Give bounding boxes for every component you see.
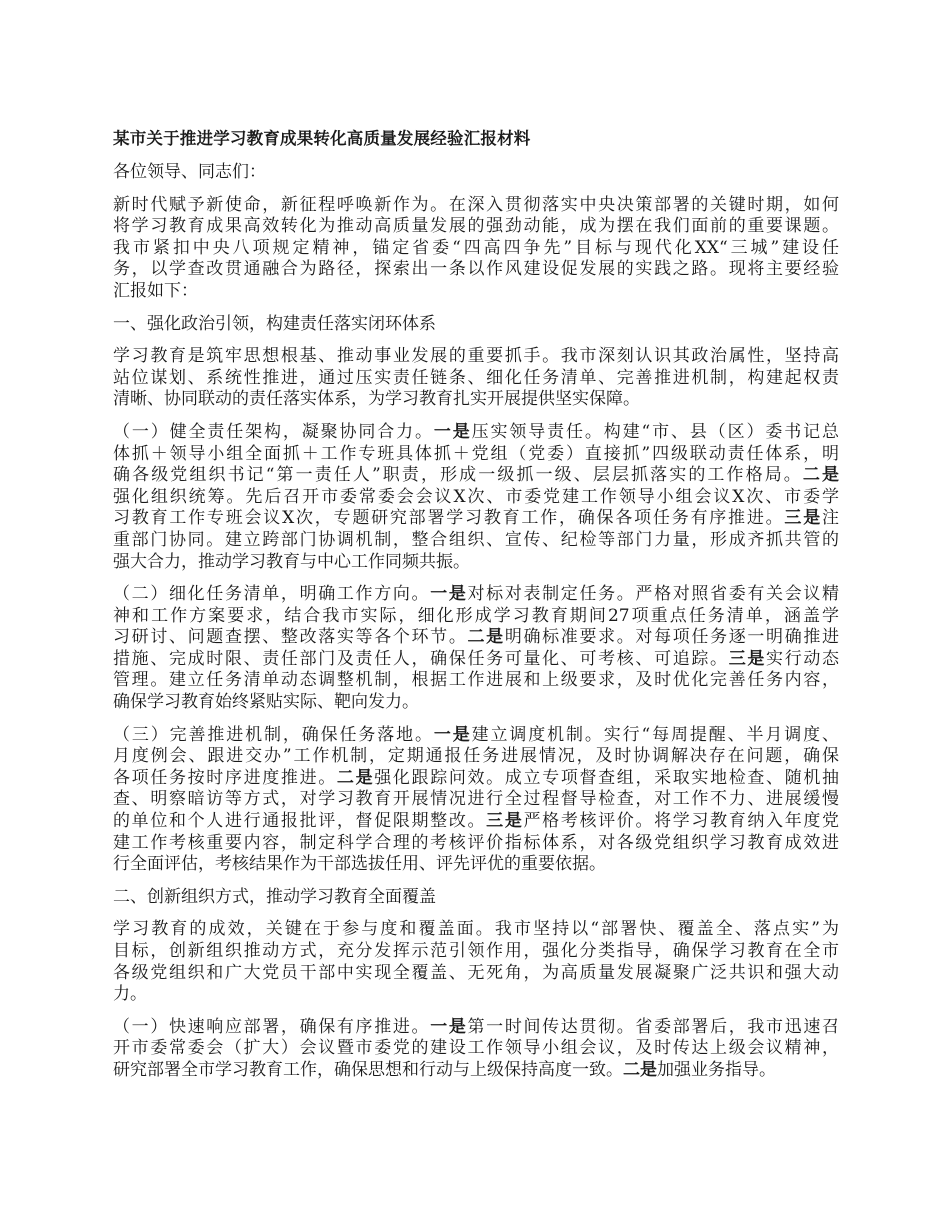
section-2-subsection-1 bbox=[113, 1017, 839, 1082]
text-line: 各项任务按时序进度推进。二是强化跟踪问效。成立专项督查组，采取实地检查、随机抽 bbox=[113, 767, 840, 788]
bold-marker: 二是 bbox=[802, 465, 840, 486]
text-line: 习教育工作专班会议X次，专题研究部署学习教育工作，确保各项任务有序推进。三是注 bbox=[113, 508, 839, 529]
section-2-lead-paragraph bbox=[113, 919, 839, 1005]
text-line: 学习教育是筑牢思想根基、推动事业发展的重要抓手。我市深刻认识其政治属性，坚持高 bbox=[113, 346, 839, 367]
text-line: 将学习教育成果高效转化为推动高质量发展的强劲动能，成为摆在我们面前的重要课题。 bbox=[113, 216, 839, 237]
text-line: 清晰、协同联动的责任落实体系，为学习教育扎实开展提供坚实保障。 bbox=[113, 389, 640, 410]
bold-marker: 三是 bbox=[728, 648, 767, 669]
section-1-subsection-2 bbox=[113, 584, 839, 714]
text-line: （一）快速响应部署，确保有序推进。一是第一时间传达贯彻。省委部署后，我市迅速召 bbox=[113, 1016, 840, 1037]
text-line: 力。 bbox=[113, 984, 147, 1005]
bold-marker: 二是 bbox=[336, 767, 375, 788]
section-2-heading: 二、创新组织方式，推动学习教育全面覆盖 bbox=[113, 886, 436, 907]
text-line: 我市紧扣中央八项规定精神，锚定省委“四高四争先”目标与现代化XX“三城”建设任 bbox=[113, 237, 839, 258]
bold-marker: 一是 bbox=[433, 421, 472, 442]
bold-marker: 二是 bbox=[623, 1059, 657, 1080]
text-line: 管理。建立任务清单动态调整机制，根据工作进展和上级要求，及时优化完善任务内容， bbox=[113, 670, 839, 691]
section-1-subsection-1 bbox=[113, 422, 839, 573]
bold-marker: 二是 bbox=[467, 627, 505, 648]
text-line: 学习教育的成效，关键在于参与度和覆盖面。我市坚持以“部署快、覆盖全、落点实”为 bbox=[113, 919, 839, 940]
text-line: 月度例会、跟进交办”工作机制，定期通报任务进展情况，及时协调解决存在问题，确保 bbox=[113, 746, 839, 767]
document-page bbox=[113, 128, 839, 1093]
text-line: 强化组织统筹。先后召开市委常委会会议X次、市委党建工作领导小组会议X次、市委学 bbox=[113, 486, 839, 507]
bold-marker: 三是 bbox=[784, 508, 822, 529]
bold-marker: 一是 bbox=[430, 1016, 468, 1037]
text-line: 开市委常委会（扩大）会议暨市委党的建设工作领导小组会议，及时传达上级会议精神， bbox=[113, 1038, 839, 1059]
text-line: 建工作考核重要内容，制定科学合理的考核评价指标体系，对各级党组织学习教育成效进 bbox=[113, 832, 839, 853]
bold-marker: 一是 bbox=[430, 584, 468, 605]
text-line: 站位谋划、系统性推进，通过压实责任链条、细化任务清单、完善推进机制，构建起权责 bbox=[113, 367, 839, 388]
section-1-lead-paragraph bbox=[113, 346, 839, 411]
text-line: 查、明察暗访等方式，对学习教育开展情况进行全过程督导检查，对工作不力、进展缓慢 bbox=[113, 789, 839, 810]
text-line: 确各级党组织书记“第一责任人”职责，形成一级抓一级、层层抓落实的工作格局。二是 bbox=[113, 465, 840, 486]
text-line: 重部门协同。建立跨部门协调机制，整合组织、宣传、纪检等部门力量，形成齐抓共管的 bbox=[113, 529, 839, 550]
document-title: 某市关于推进学习教育成果转化高质量发展经验汇报材料 bbox=[113, 129, 531, 148]
text-line: 习研讨、问题查摆、整改落实等各个环节。二是明确标准要求。对每项任务逐一明确推进 bbox=[113, 627, 840, 648]
text-line: 务，以学查改贯通融合为路径，探索出一条以作风建设促发展的实践之路。现将主要经验 bbox=[113, 259, 839, 280]
text-line: 确保学习教育始终紧贴实际、靶向发力。 bbox=[113, 692, 419, 713]
text-line: 目标，创新组织推动方式，充分发挥示范引领作用，强化分类指导，确保学习教育在全市 bbox=[113, 941, 839, 961]
section-1-subsection-3 bbox=[113, 725, 839, 876]
text-line: 的单位和个人进行通报批评，督促限期整改。三是严格考核评价。将学习教育纳入年度党 bbox=[113, 811, 840, 832]
section-1-heading: 一、强化政治引领，构建责任落实闭环体系 bbox=[113, 313, 436, 334]
text-line: 措施、完成时限、责任部门及责任人，确保任务可量化、可考核、可追踪。三是实行动态 bbox=[113, 648, 840, 669]
text-line: （一）健全责任架构，凝聚协同合力。一是压实领导责任。构建“市、县（区）委书记总 bbox=[113, 421, 840, 442]
bold-marker: 三是 bbox=[486, 811, 524, 832]
salutation: 各位领导、同志们： bbox=[113, 162, 266, 182]
text-line: 强大合力，推动学习教育与中心工作同频共振。 bbox=[113, 551, 470, 572]
text-line: 体抓＋领导小组全面抓＋工作专班具体抓＋党组（党委）直接抓”四级联动责任体系，明 bbox=[113, 443, 839, 464]
text-line: （三）完善推进机制，确保任务落地。一是建立调度机制。实行“每周提醒、半月调度、 bbox=[113, 724, 840, 745]
text-line: 汇报如下： bbox=[113, 280, 198, 301]
text-line: 神和工作方案要求，结合我市实际，细化形成学习教育期间27项重点任务清单，涵盖学 bbox=[113, 605, 839, 626]
text-line: （二）细化任务清单，明确工作方向。一是对标对表制定任务。严格对照省委有关会议精 bbox=[113, 584, 840, 605]
bold-marker: 一是 bbox=[433, 724, 472, 745]
text-line: 各级党组织和广大党员干部中实现全覆盖、无死角，为高质量发展凝聚广泛共识和强大动 bbox=[113, 962, 839, 983]
text-line: 研究部署全市学习教育工作，确保思想和行动与上级保持高度一致。二是加强业务指导。 bbox=[113, 1059, 776, 1080]
intro-paragraph bbox=[113, 195, 839, 303]
text-line: 行全面评估，考核结果作为干部选拔任用、评先评优的重要依据。 bbox=[113, 854, 606, 875]
text-line: 新时代赋予新使命，新征程呼唤新作为。在深入贯彻落实中央决策部署的关键时期，如何 bbox=[113, 194, 839, 215]
